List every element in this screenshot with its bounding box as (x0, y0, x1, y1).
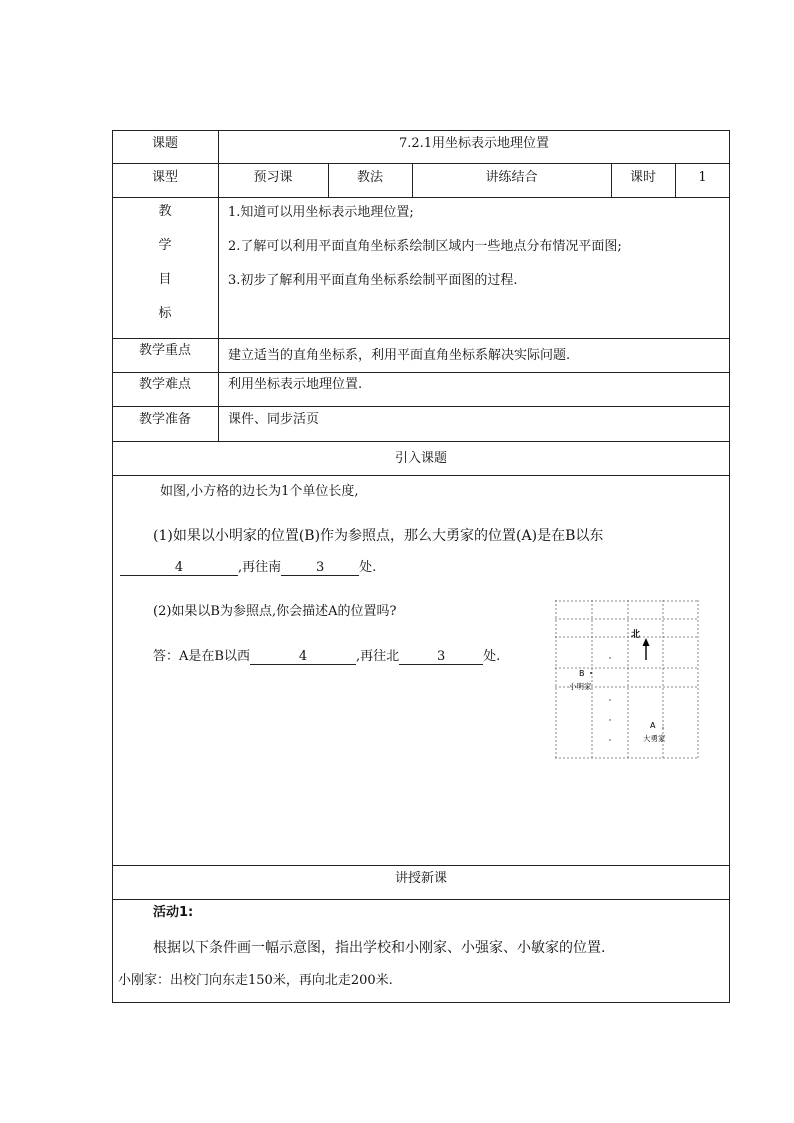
key-point-value: 建立适当的直角坐标系，利用平面直角坐标系解决实际问题. (228, 348, 571, 363)
lesson-type-value: 预习课 (253, 170, 293, 185)
north-label: 北 (631, 630, 641, 640)
answer-blank: 3 (281, 561, 359, 576)
goals-label-char: 学 (158, 238, 172, 253)
goals-label-char: 教 (158, 204, 172, 219)
activity-instruction: 根据以下条件画一幅示意图，指出学校和小刚家、小强家、小敏家的位置. (153, 940, 606, 956)
goals-label-char: 标 (158, 306, 172, 321)
goals-label-char: 目 (158, 272, 172, 287)
lesson-type-label: 课型 (151, 170, 178, 185)
question-1: (1)如果以小明家的位置(B)作为参照点，那么大勇家的位置(A)是在B以东 (153, 528, 604, 544)
key-point-label: 教学重点 (138, 343, 191, 358)
answer-blank: 4 (250, 650, 356, 665)
row-divider (112, 338, 730, 339)
row-divider (112, 865, 730, 866)
point-a-label: A (650, 721, 656, 730)
row-divider (112, 441, 730, 442)
answer-blank: 4 (120, 561, 238, 576)
method-value: 讲练结合 (485, 170, 538, 185)
point-b-marker (590, 672, 592, 674)
grid-map-figure (555, 600, 699, 760)
row-divider (112, 197, 730, 198)
answer-text: 处. (483, 649, 501, 664)
question-2: (2)如果以B为参照点,你会描述A的位置吗? (153, 604, 397, 619)
activity-title: 活动1: (153, 905, 194, 920)
answer-text: ,再往北 (355, 649, 400, 664)
topic-label: 课题 (151, 136, 178, 151)
row-divider (112, 899, 730, 900)
new-lesson-section-title: 讲授新课 (394, 871, 447, 886)
answer-text: ,再往南 (238, 560, 282, 575)
point-b-label: B (579, 669, 585, 678)
answer-text: 处. (359, 560, 377, 575)
row-divider (112, 372, 730, 373)
row-divider (112, 406, 730, 407)
guide-dots (609, 657, 663, 740)
difficulty-label: 教学难点 (138, 377, 191, 392)
topic-value: 7.2.1用坐标表示地理位置 (398, 136, 550, 151)
intro-section-title: 引入课题 (394, 451, 447, 466)
xiaogang-condition: 小刚家：出校门向东走150米，再向北走200米. (118, 973, 393, 988)
preparation-label: 教学准备 (138, 412, 191, 427)
point-a-name: 大勇家 (643, 734, 666, 743)
goal-item: 2.了解可以利用平面直角坐标系绘制区域内一些地点分布情况平面图; (228, 239, 622, 254)
goal-item: 3.初步了解利用平面直角坐标系绘制平面图的过程. (228, 273, 518, 288)
answer-blank: 3 (399, 650, 483, 665)
method-label: 教法 (356, 170, 383, 185)
preparation-value: 课件、同步活页 (228, 412, 320, 427)
intro-line: 如图,小方格的边长为1个单位长度, (160, 484, 359, 499)
goal-item: 1.知道可以用坐标表示地理位置; (228, 205, 414, 220)
answer-text: 答：A是在B以西 (153, 649, 250, 664)
row-divider (112, 163, 730, 164)
north-arrowhead-icon (643, 638, 650, 646)
row-divider (112, 475, 730, 476)
question-1-answer (120, 560, 376, 576)
hours-value: 1 (698, 170, 707, 185)
point-b-name: 小明家 (569, 682, 592, 691)
question-2-answer (153, 649, 500, 665)
grid-lines (555, 600, 699, 760)
difficulty-value: 利用坐标表示地理位置. (228, 377, 363, 392)
hours-label: 课时 (629, 170, 656, 185)
